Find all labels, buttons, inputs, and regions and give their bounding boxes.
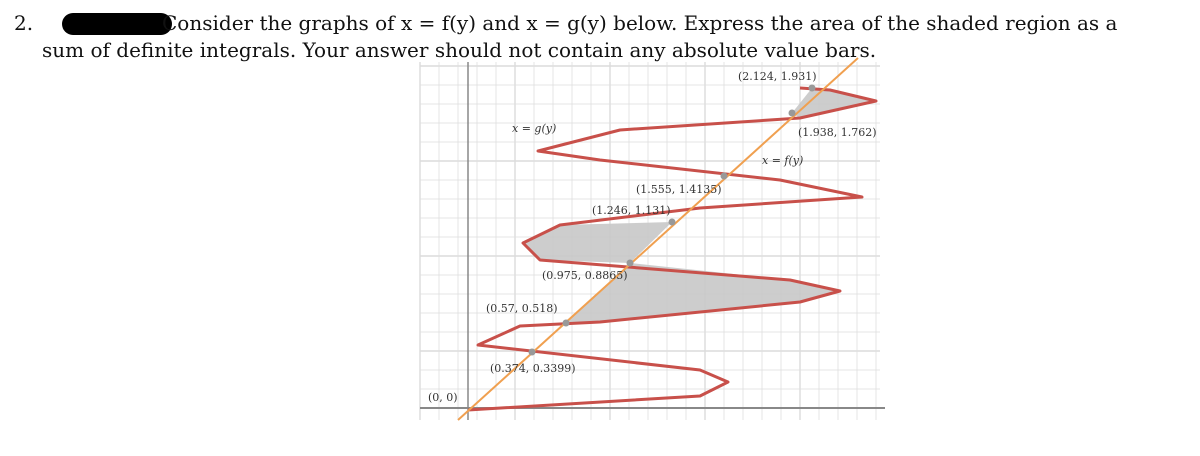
shaded-region [523, 222, 672, 263]
problem-number: 2. [14, 11, 34, 35]
point-label: (1.555, 1.4135) [636, 183, 722, 196]
point-label: (2.124, 1.931) [738, 70, 817, 83]
origin-label: (0, 0) [428, 391, 458, 404]
curve-g-label: x = g(y) [512, 122, 557, 135]
point-label: (1.938, 1.762) [798, 126, 877, 139]
point-label: (0.374, 0.3399) [490, 362, 576, 375]
point-label: (1.246, 1.131) [592, 204, 671, 217]
point-marker [789, 110, 796, 117]
point-marker [529, 349, 536, 356]
problem-text-line2: sum of definite integrals. Your answer should not contain any absolute value bars. [42, 38, 877, 62]
point-marker [563, 320, 570, 327]
problem-text-line1: Consider the graphs of x = f(y) and x = g(y) below. Express the area of the shaded region as a [162, 11, 1118, 35]
curve-f-label: x = f(y) [762, 154, 804, 167]
point-marker [669, 219, 676, 226]
intersection-points [486, 70, 877, 375]
point-label: (0.975, 0.8865) [542, 269, 628, 282]
point-marker [721, 173, 728, 180]
point-marker [809, 85, 816, 92]
point-label: (0.57, 0.518) [486, 302, 558, 315]
point-marker [627, 260, 634, 267]
